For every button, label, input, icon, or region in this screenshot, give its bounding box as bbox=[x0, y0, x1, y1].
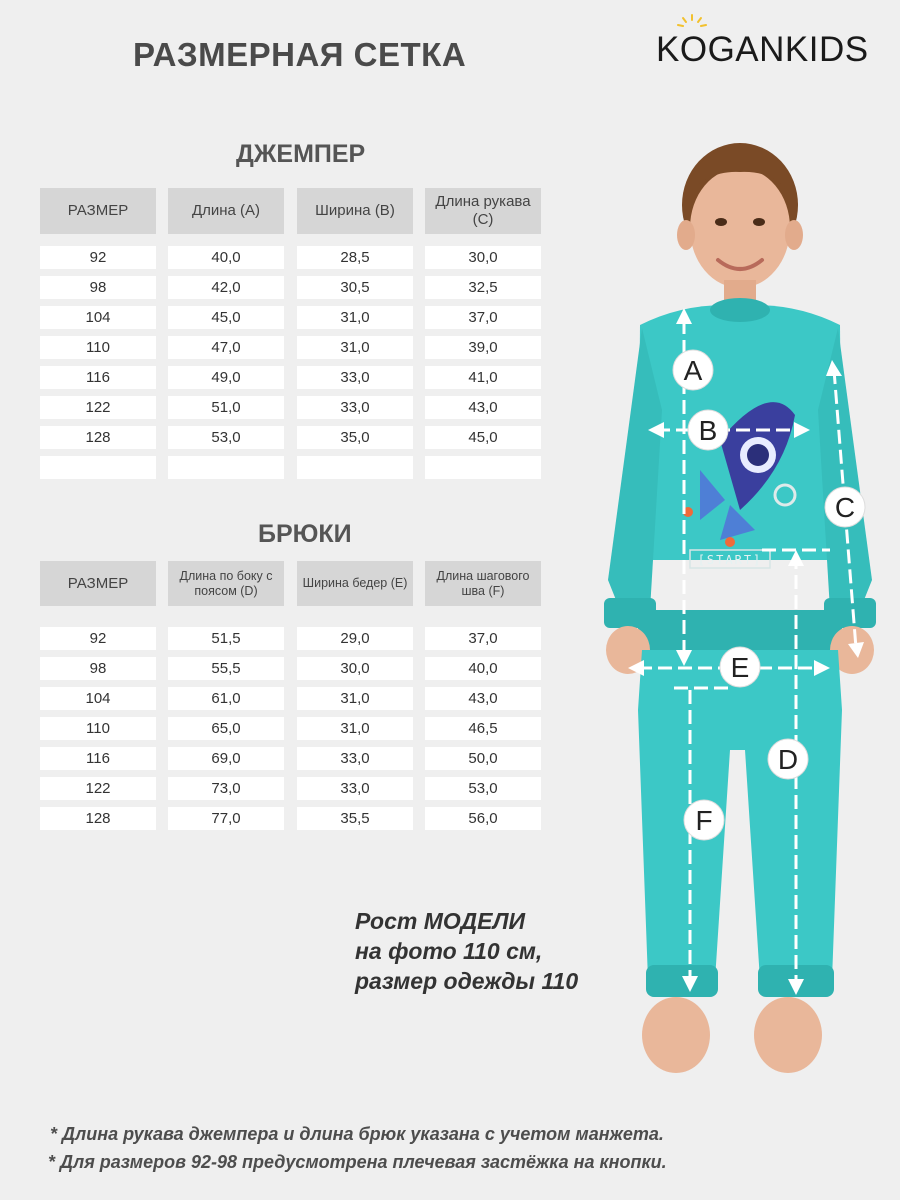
trousers-cell-col-b: 31,0 bbox=[297, 687, 413, 710]
trousers-cell-col-a: 65,0 bbox=[168, 717, 284, 740]
model-note-line: на фото 110 см, bbox=[355, 938, 543, 964]
model-right-foot bbox=[754, 997, 822, 1073]
marker-d bbox=[768, 739, 808, 779]
trousers-cell-col-c: 50,0 bbox=[425, 747, 541, 770]
jumper-cell-size: 92 bbox=[40, 246, 156, 269]
jumper-cell-col-b: 30,5 bbox=[297, 276, 413, 299]
jumper-cell-col-b: 35,0 bbox=[297, 426, 413, 449]
jumper-cell-col-b: 28,5 bbox=[297, 246, 413, 269]
page-title: РАЗМЕРНАЯ СЕТКА bbox=[133, 36, 467, 73]
sun-icon bbox=[677, 14, 707, 28]
jumper-cell-size: 128 bbox=[40, 426, 156, 449]
trousers-cell-col-c: 37,0 bbox=[425, 627, 541, 650]
jumper-section-title: ДЖЕМПЕР bbox=[236, 140, 366, 168]
trousers-cell-size: 98 bbox=[40, 657, 156, 680]
model-figure bbox=[580, 110, 900, 1110]
model-note bbox=[355, 906, 578, 996]
model-trousers bbox=[638, 650, 842, 997]
marker-e bbox=[720, 647, 760, 687]
jumper-cell-size: 104 bbox=[40, 306, 156, 329]
jumper-cell-col-b: 33,0 bbox=[297, 366, 413, 389]
trousers-cell-col-b: 31,0 bbox=[297, 717, 413, 740]
marker-c-label: C bbox=[834, 492, 856, 523]
jumper-cell-size bbox=[40, 456, 156, 479]
footnote-snaps: * Для размеров 92-98 предусмотрена плечевая застёжка на кнопки. bbox=[48, 1152, 667, 1172]
marker-b bbox=[688, 410, 728, 450]
jumper-cell-size: 116 bbox=[40, 366, 156, 389]
marker-f-label: F bbox=[695, 805, 713, 836]
trousers-header-size: РАЗМЕР bbox=[40, 561, 156, 606]
trousers-cell-col-c: 46,5 bbox=[425, 717, 541, 740]
model-head bbox=[677, 143, 803, 310]
trousers-cell-col-b: 30,0 bbox=[297, 657, 413, 680]
jumper-cell-col-a: 45,0 bbox=[168, 306, 284, 329]
trousers-cell-col-c: 43,0 bbox=[425, 687, 541, 710]
jumper-cell-col-b: 31,0 bbox=[297, 306, 413, 329]
trousers-header-col-a: Длина по боку с поясом (D) bbox=[168, 561, 284, 606]
trousers-cell-size: 104 bbox=[40, 687, 156, 710]
jumper-cell-col-c: 30,0 bbox=[425, 246, 541, 269]
trousers-section-title: БРЮКИ bbox=[258, 520, 352, 548]
model-note-line: размер одежды 110 bbox=[355, 968, 579, 994]
trousers-cell-size: 122 bbox=[40, 777, 156, 800]
jumper-cell-col-c: 37,0 bbox=[425, 306, 541, 329]
jumper-cell-col-a: 49,0 bbox=[168, 366, 284, 389]
jumper-header-size: РАЗМЕР bbox=[40, 188, 156, 234]
model-note-line: Рост МОДЕЛИ bbox=[355, 908, 526, 934]
marker-a bbox=[673, 350, 713, 390]
trousers-cell-col-b: 33,0 bbox=[297, 747, 413, 770]
trousers-cell-size: 110 bbox=[40, 717, 156, 740]
trousers-cell-col-a: 61,0 bbox=[168, 687, 284, 710]
trousers-cell-col-a: 69,0 bbox=[168, 747, 284, 770]
trousers-cell-col-a: 51,5 bbox=[168, 627, 284, 650]
jumper-cell-col-a: 40,0 bbox=[168, 246, 284, 269]
jumper-cell-col-b: 31,0 bbox=[297, 336, 413, 359]
jumper-cell-col-b bbox=[297, 456, 413, 479]
marker-a-label: A bbox=[683, 355, 703, 386]
trousers-header-col-c: Длина шагового шва (F) bbox=[425, 561, 541, 606]
jumper-cell-col-a: 51,0 bbox=[168, 396, 284, 419]
marker-d-label: D bbox=[777, 744, 799, 775]
model-jumper bbox=[604, 298, 876, 650]
trousers-header-col-b: Ширина бедер (E) bbox=[297, 561, 413, 606]
trousers-cell-col-a: 77,0 bbox=[168, 807, 284, 830]
jumper-cell-col-a: 42,0 bbox=[168, 276, 284, 299]
shirt-print-text: [START] bbox=[697, 553, 763, 567]
model-left-foot bbox=[642, 997, 710, 1073]
trousers-cell-col-b: 33,0 bbox=[297, 777, 413, 800]
jumper-header-col-b: Ширина (B) bbox=[297, 188, 413, 234]
trousers-cell-col-c: 56,0 bbox=[425, 807, 541, 830]
jumper-cell-size: 122 bbox=[40, 396, 156, 419]
trousers-cell-size: 128 bbox=[40, 807, 156, 830]
jumper-cell-size: 98 bbox=[40, 276, 156, 299]
jumper-cell-col-c: 32,5 bbox=[425, 276, 541, 299]
trousers-cell-size: 92 bbox=[40, 627, 156, 650]
jumper-cell-col-a: 47,0 bbox=[168, 336, 284, 359]
jumper-cell-col-a: 53,0 bbox=[168, 426, 284, 449]
trousers-cell-size: 116 bbox=[40, 747, 156, 770]
jumper-cell-size: 110 bbox=[40, 336, 156, 359]
marker-e-label: E bbox=[730, 652, 750, 683]
jumper-cell-col-c: 41,0 bbox=[425, 366, 541, 389]
trousers-cell-col-b: 35,5 bbox=[297, 807, 413, 830]
jumper-cell-col-c: 45,0 bbox=[425, 426, 541, 449]
jumper-cell-col-c: 39,0 bbox=[425, 336, 541, 359]
jumper-cell-col-a bbox=[168, 456, 284, 479]
marker-f bbox=[684, 800, 724, 840]
jumper-header-col-c: Длина рукава (C) bbox=[425, 188, 541, 234]
trousers-cell-col-b: 29,0 bbox=[297, 627, 413, 650]
jumper-cell-col-b: 33,0 bbox=[297, 396, 413, 419]
jumper-cell-col-c: 43,0 bbox=[425, 396, 541, 419]
jumper-header-col-a: Длина (A) bbox=[168, 188, 284, 234]
trousers-cell-col-a: 73,0 bbox=[168, 777, 284, 800]
trousers-cell-col-c: 53,0 bbox=[425, 777, 541, 800]
marker-b-label: B bbox=[698, 415, 718, 446]
trousers-cell-col-c: 40,0 bbox=[425, 657, 541, 680]
brand-logo: KOGANKIDS bbox=[656, 30, 869, 69]
trousers-cell-col-a: 55,5 bbox=[168, 657, 284, 680]
footnote-sleeve: * Длина рукава джемпера и длина брюк указана с учетом манжета. bbox=[50, 1124, 664, 1144]
marker-c bbox=[825, 487, 865, 527]
jumper-cell-col-c bbox=[425, 456, 541, 479]
